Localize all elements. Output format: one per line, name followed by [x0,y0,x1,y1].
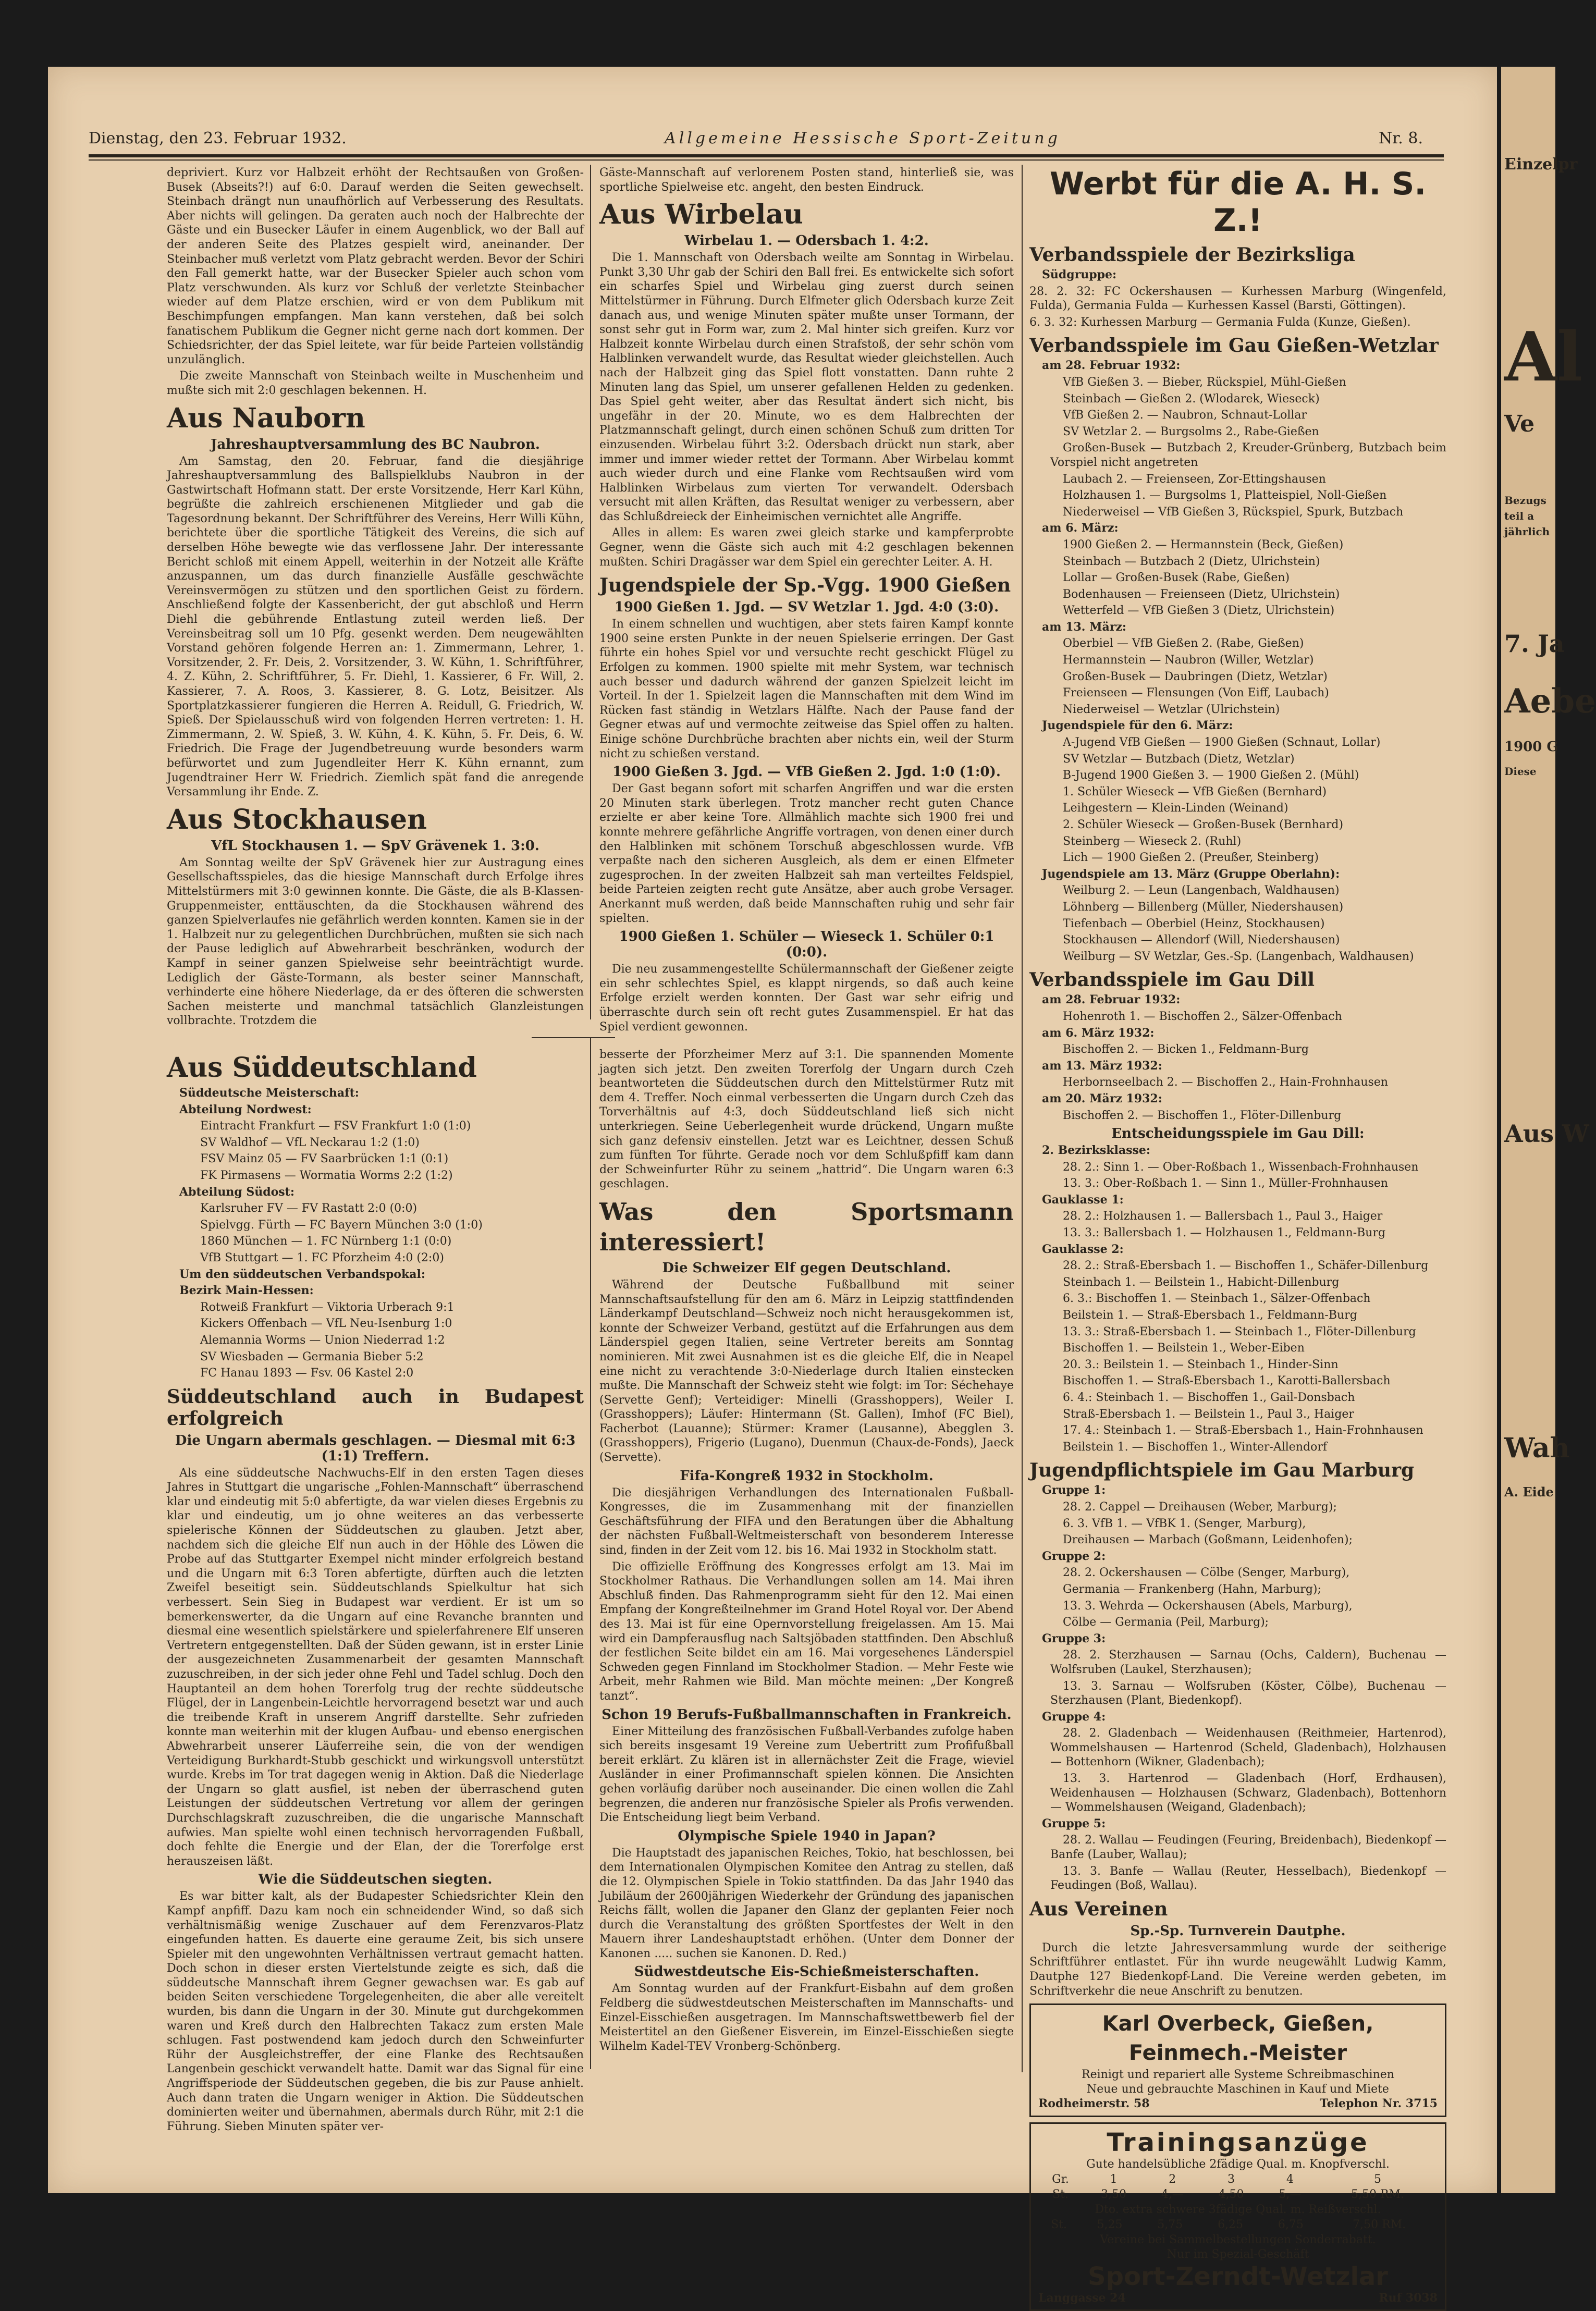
promo-banner: Werbt für die A. H. S. Z.! [1049,166,1427,239]
article-text: In einem schnellen und wuchtigen, aber stets fairen Kampf konnte 1900 seine ersten Punkte in der neuen Spielserie erringen. Der Gast führte ein hohes Spiel vor und versuchte recht geschickt Flügel zu Erfolgen zu kommen. 1900 spielte mit mehr System, war technisch auch besser und dadurch während der ganzen Spielzeit leicht im Vorteil. In der 1. Spielzeit lagen die Mannschaften mit dem Wind im Rücken fast ständig in Wetzlars Hälfte. Nach der Pause fand der Gegner etwas auf und vermochte zeitweise das Spiel offen zu halten. Einige schöne Durchbrüche brachten aber nichts ein, weil der Sturm nicht zu schießen verstand. [599,618,1014,760]
result-line: 1860 München — 1. FC Nürnberg 1:1 (0:0) [200,1235,452,1248]
column-left-top [167,166,584,1026]
price-table [1038,2172,1438,2203]
fixture-line: Steinbach — Butzbach 2 (Dietz, Ulrichstein) [1063,555,1320,568]
fixture-date: Jugendspiele für den 6. März: [1042,719,1233,733]
fixture-line: 28. 2.: Sinn 1. — Ober-Roßbach 1., Wissenbach-Frohnhausen [1063,1160,1419,1174]
article-text: Am Samstag, den 20. Februar, fand die diesjährige Jahreshauptversammlung des Ballspielklubs Naubron in der Gastwirtschaft Hofmann statt. Der erste Vorsitzende, Herr Karl Kühn, begrüßte die zahlreich erschienenen Mitglieder und gab die Tagesordnung bekannt. Der Schriftführer des Vereins, Herr Willi Kühn, berichtete über die sportliche Tätigkeit des Vereins, die sich auf derselben Höhe bewegte wie das verflossene Jahr. Der interessante Bericht schloß mit einem Appell, weiterhin in der Notzeit alle Kräfte anzuspannen, um das durch finanzielle Ausfälle geschwächte Vereinsvermögen zu stützen und den sportlichen Geist zu fördern. Anschließend folgte der Kassenbericht, der gut abschloß und Herrn Diehl die gebührende Entlastung zuteil werden ließ. Der Vereinsbeitrag soll um 10 Pfg. gesenkt werden. Dem neugewählten Vorstand gehören folgende Herren an: 1. Zimmermann, Lehrer, 1. Vorsitzender, 2. Fr. Deis, 2. Vorsitzender, 3. W. Kühn, 1. Schriftführer, 4. Z. Kühn, 2. Schriftführer, 5. Fr. Diehl, 1. Kassierer, 6 Fr. Will, 2. Kassierer, 7. A. Roos, 3. Kassierer, 8. G. Lotz, Beisitzer. Als Sportplatzkassierer fungieren die Herren A. Reidull, G. Friedrich, W. Spieß. Der Spielausschuß wird von folgenden Herren vertreten: 1. H. Zimmermann, 2. W. Spieß, 3. W. Kühn, 4. K. Kühn, 5. Fr. Deis, 6. W. Friedrich. Die Frage der Jugendbetreuung wurde besonders warm befürwortet und zum Jugendleiter Herr K. Kühn ernannt, zum Jugendtrainer Herr W. Friedrich. Ziemlich spät fand die anregende Versammlung ihr Ende. Z. [167,454,584,799]
strip-text: Aus W [1504,1120,1589,1148]
strip-text: 1900 G [1504,739,1558,755]
price-table [1038,2217,1438,2233]
fixture-line: 1. Schüler Wieseck — VfB Gießen (Bernhard) [1063,785,1327,798]
masthead [89,125,1423,151]
advertisement-training-suits [1029,2122,1446,2311]
column-left-bottom [167,1048,584,2133]
ad-address: Langgasse 24 [1038,2291,1126,2305]
article-text: Die 1. Mannschaft von Odersbach weilte am Sonntag in Wirbelau. Punkt 3,30 Uhr gab der Schiri den Ball frei. Es entwickelte sich sofort ein scharfes Spiel und Wirbelau ging zuerst durch seinen Mittelstürmer in Führung. Durch Elfmeter glich Odersbach kurze Zeit danach aus, und wenige Minuten später mußte unser Tormann, der sonst sehr gut in Form war, zum 2. Mal hinter sich greifen. Kurz vor Halbzeit konnte Wirbelau durch einen Strafstoß, der sehr schön vom Halblinken verwandelt wurde, das Resultat wieder gleichstellen. Auch nach der Halbzeit ging das Spiel flott vonstatten. Dann ruhte 2 Minuten lang das Spiel, um unserer gefallenen Helden zu gedenken. Das Spiel geht weiter, aber das Resultat ändert sich nicht, bis ungefähr in der 20. Minute, wo es dem Halbrechten der Platzmannschaft gelingt, durch einen schönen Schuß zum dritten Tor einzusenden. Wirbelau führt 3:2. Odersbach drückt nun stark, aber immer und immer wieder rettet der Tormann. Aber Wirbelau kommt auch wieder durch und eine Flanke vom Rechtsaußen wird vom Halblinken Wirbelaus zum vierten Tor verwandelt. Odersbach versucht mit allen Kräften, das Resultat weniger zu verbessern, aber das Schlußdreieck der Einheimischen vernichtet alle Angriffe. [599,251,1014,523]
price-cell: 4,50 [1218,2188,1244,2202]
result-line: FSV Mainz 05 — FV Saarbrücken 1:1 (0:1) [200,1152,449,1166]
article-subheading: Sp.-Sp. Turnverein Dautphe. [1130,1923,1346,1939]
strip-text: Diese [1504,765,1537,778]
ad-phone: Telephon Nr. 3715 [1319,2097,1438,2111]
fixture-line: Bischoffen 1. — Straß-Ebersbach 1., Karotti-Ballersbach [1063,1374,1391,1388]
ad-address: Rodheimerstr. 58 [1038,2097,1150,2111]
fixture-date: am 28. Februar 1932: [1042,993,1181,1007]
fixture-line: Bischoffen 2. — Bicken 1., Feldmann-Burg [1063,1043,1309,1056]
article-subheading: Die Ungarn abermals geschlagen. — Diesmal mit 6:3 (1:1) Treffern. [175,1432,576,1464]
fixture-line: 13. 3.: Ober-Roßbach 1. — Sinn 1., Müller-Frohnhausen [1063,1177,1389,1190]
price-cell: Gr. [1052,2172,1069,2186]
ad-text: Nur im Spezial-Geschäft [1167,2247,1309,2261]
group-label: Abteilung Südost: [179,1185,294,1199]
price-cell: 3 [1227,2172,1235,2186]
price-cell: 5,50 RM. [1351,2188,1405,2202]
article-subheading: 1900 Gießen 1. Schüler — Wieseck 1. Schüler 0:1 (0:0). [619,929,995,961]
section-heading: Aus Süddeutschland [167,1052,477,1084]
fixture-line: 28. 2. Cappel — Dreihausen (Weber, Marburg); [1063,1500,1337,1514]
paper-title: Allgemeine Hessische Sport-Zeitung [665,129,1061,147]
ad-text: Dto. extra schwere 3fädige Qual. m. Reißverschl. [1095,2203,1381,2216]
column-divider [590,165,591,1019]
fixture-line: Weilburg — SV Wetzlar, Ges.-Sp. (Langenbach, Waldhausen) [1063,950,1414,963]
section-heading: Aus Wirbelau [599,199,803,231]
fixture-line: Straß-Ebersbach 1. — Beilstein 1., Paul 3., Haiger [1063,1407,1354,1421]
ad-contact [1038,2097,1438,2111]
fixture-line: 13. 3.: Ballersbach 1. — Holzhausen 1., Feldmann-Burg [1063,1226,1386,1240]
ad-text: Vereine bei Sammelbestellungen Sonderrabatt. [1100,2233,1376,2246]
fixture-list [1029,993,1446,1123]
article-text: Während der Deutsche Fußballbund mit seiner Mannschaftsaufstellung für den am 6. März in Leipzig stattfindenden Länderkampf Deutschland—Schweiz noch nicht herausgekommen ist, konnte der Schweizer Verband, gestützt auf die Erfahrungen aus dem Länderspiel gegen Italien, seine Vertreter bereits am Sonntag nominieren. Mit zwei Ausnahmen ist es die gleiche Elf, die in Neapel eine nicht zu verachtende 3:0-Niederlage durch Italien einstecken mußte. Die Mannschaft der Schweiz steht wie folgt: im Tor: Séchehaye (Servette Genf); Verteidiger: Minelli (Grasshoppers), Weiler I. (Grasshoppers); Läufer: Hintermann (St. Gallen), Imhof (FC Biel), Facherbot (Lauanne); Stürmer: Kramer (Lausanne), Abegglen 3. (Grasshoppers), Frigerio (Lugano), Duenmun (Chaux-de-Fonds), Jaeck (Servette). [599,1278,1014,1465]
section-heading: Verbandsspiele im Gau Dill [1029,969,1315,991]
ad-phone: Ruf 3038 [1379,2291,1438,2305]
ad-contact [1038,2291,1438,2306]
article-subheading: Wirbelau 1. — Odersbach 1. 4:2. [684,233,929,249]
fixture-line: 13. 3. Sarnau — Wolfsruben (Köster, Cölbe), Buchenau — Sterzhausen (Plant, Biedenkopf). [1050,1679,1446,1707]
result-line: Karlsruher FV — FV Rastatt 2:0 (0:0) [200,1202,418,1215]
group-label: Gauklasse 2: [1042,1242,1124,1256]
article-subheading: Schon 19 Berufs-Fußballmannschaften in Frankreich. [601,1706,1012,1723]
fixture-line: VfB Gießen 3. — Bieber, Rückspiel, Mühl-Gießen [1063,375,1346,389]
fixture-list [1029,359,1446,964]
result-line: Spielvgg. Fürth — FC Bayern München 3:0 (1:0) [200,1218,483,1232]
issue-number: Nr. 8. [1379,129,1423,147]
article-text: Am Sonntag weilte der SpV Grävenek hier zur Austragung eines Gesellschaftsspieles, das die hiesige Mannschaft durch Erfolge ihres Mittelstürmers mit 3:0 gewinnen konnte. Die Gäste, die als B-Klassen-Gruppenmeister, enttäuschten, da die Stockhausen während des ganzen Spielverlaufes nie gefährlich werden konnten. Kamen sie in der 1. Halbzeit nur zu gelegentlichen Durchbrüchen, mußten sie sich nach der Pause lediglich auf Abwehrarbeit beschränken, wodurch der Kampf in seiner ganzen Spielweise sehr beeinträchtigt wurde. Lediglich der Gäste-Tormann, als bester seiner Mannschaft, verhinderte eine höhere Niederlage, da er des öfteren die schwersten Sachen meisterte und manchmal tatsächlich Glanzleistungen vollbrachte. Trotzdem die [167,856,584,1028]
fixture-line: Weilburg 2. — Leun (Langenbach, Waldhausen) [1063,884,1340,898]
fixture-line: Tiefenbach — Oberbiel (Heinz, Stockhausen) [1063,917,1325,930]
fixture-date: am 6. März 1932: [1042,1026,1155,1040]
fixture-line: Steinbach — Gießen 2. (Wlodarek, Wieseck) [1063,392,1320,405]
result-line: Eintracht Frankfurt — FSV Frankfurt 1:0 (1:0) [200,1120,471,1133]
result-line: SV Waldhof — VfL Neckarau 1:2 (1:0) [200,1136,420,1149]
article-subheading: 1900 Gießen 1. Jgd. — SV Wetzlar 1. Jgd. 4:0 (3:0). [614,599,999,616]
strip-text: A. Eide [1504,1484,1554,1499]
article-text: Der Gast begann sofort mit scharfen Angriffen und war die ersten 20 Minuten stark überlegen. Trotz mancher recht guten Chance erzielte er aber keine Tore. Allmählich machte sich 1900 frei und konnte mehrere gefährliche Angriffe vortragen, von denen einer durch den Halblinken mit schönem Torschuß abgeschlossen wurde. VfB verpaßte nach den sicheren Ausgleich, als dem er einen Elfmeter zugesprochen. In der zweiten Halbzeit sah man verteiltes Feldspiel, beide Parteien zeigten recht gute Ansätze, aber auch grobe Versager. Anerkannt muß werden, daß beide Mannschaften ruhig und sehr fair spielten. [599,782,1014,925]
fixture-line: Lich — 1900 Gießen 2. (Preußer, Steinberg) [1063,851,1319,865]
price-cell: 4 [1286,2172,1294,2186]
group-label: Abteilung Nordwest: [179,1102,312,1116]
group-label: Gauklasse 1: [1042,1193,1124,1207]
ad-headline: Karl Overbeck, Gießen, Feinmech.-Meister [1102,2012,1374,2066]
fixture-line: Oberbiel — VfB Gießen 2. (Rabe, Gießen) [1063,637,1304,650]
fixture-line: Beilstein 1. — Bischoffen 1., Winter-Allendorf [1063,1440,1327,1454]
price-cell: 5 [1374,2172,1382,2186]
column-middle-bottom [599,1048,1014,2069]
price-cell: 5,25 [1097,2218,1123,2231]
result-line: FK Pirmasens — Wormatia Worms 2:2 (1:2) [200,1169,453,1182]
section-heading: Jugendspiele der Sp.-Vgg. 1900 Gießen [599,574,1011,597]
fixture-line: 6. 3. VfB 1. — VfBK 1. (Senger, Marburg), [1063,1517,1306,1530]
fixture-line: 28. 2. Gladenbach — Weidenhausen (Reithmeier, Hartenrod), Wommelshausen — Hartenrod (Scheld, Gladenbach), Holzhausen — Bottenhorn (Wikner, Gladenbach); [1050,1727,1446,1769]
price-cell: St. [1051,2218,1067,2231]
section-heading: Jugendpflichtspiele im Gau Marburg [1029,1459,1415,1482]
fixture-line: 13. 3. Wehrda — Ockershausen (Abels, Marburg), [1063,1599,1353,1613]
group-label: Gruppe 4: [1042,1710,1106,1724]
section-heading: Aus Stockhausen [167,803,427,835]
fixture-line: Freienseen — Flensungen (Von Eiff, Laubach) [1063,686,1329,700]
fixture-line: 6. 4.: Steinbach 1. — Bischoffen 1., Gail-Donsbach [1063,1391,1355,1404]
fixture-list [1029,1259,1446,1454]
fixture-date: am 20. März 1932: [1042,1091,1162,1105]
result-line: Rotweiß Frankfurt — Viktoria Urberach 9:1 [200,1300,455,1314]
fixture-line: 28. 2. 32: FC Ockershausen — Kurhessen Marburg (Wingenfeld, Fulda), Germania Fulda — Kurhessen Kassel (Barsti, Göttingen). [1029,285,1446,313]
price-cell: 6,25 [1218,2218,1244,2231]
fixture-list [1029,1209,1446,1240]
group-label: Südgruppe: [1042,268,1117,281]
strip-text: Bezugs [1504,494,1546,507]
article-text: besserte der Pforzheimer Merz auf 3:1. Die spannenden Momente jagten sich jetzt. Den zweiten Torerfolg der Ungarn durch Czeh beantworteten die Süddeutschen durch den Mittelstürmer Rutz mit dem 4. Treffer. Noch einmal verbesserten die Ungarn durch Czeh das Torverhältnis auf 4:3, doch Süddeutschland ließ sich nicht unterkriegen. Seine Ueberlegenheit wurde drückend, Ungarn mußte sich ganz defensiv einstellen. Jetzt war es Leichtner, dessen Schuß zum fünften Tor führte. Gerade noch vor dem Schlußpfiff kam dann der Schweinfurter Rühr zu seinem „hattrid“. Die Ungarn waren 6:3 geschlagen. [599,1048,1014,1191]
article-subheading: VfL Stockhausen 1. — SpV Grävenek 1. 3:0. [211,838,539,854]
article-subheading: Olympische Spiele 1940 in Japan? [678,1828,936,1844]
article-text: Durch die letzte Jahresversammlung wurde der seitherige Schriftführer entlastet. Für ihn wurde neugewählt Ludwig Kamm, Dautphe 127 Biedenkopf-Land. Die Vereine werden gebeten, im Schriftverkehr die neue Anschrift zu benutzen. [1029,1941,1446,1998]
issue-date: Dienstag, den 23. Februar 1932. [89,129,347,147]
result-line: VfB Stuttgart — 1. FC Pforzheim 4:0 (2:0) [200,1251,444,1264]
price-cell: 5,— [1279,2188,1302,2202]
header-rule [89,154,1444,157]
price-cell: St. [1052,2188,1069,2202]
section-rule [532,1037,615,1038]
price-cell: 5,75 [1157,2218,1183,2231]
fixture-line: VfB Gießen 2. — Naubron, Schnaut-Lollar [1063,409,1307,422]
strip-text: teil a [1504,510,1534,522]
fixture-line: Leihgestern — Klein-Linden (Weinand) [1063,802,1288,815]
fixture-line: 28. 2.: Holzhausen 1. — Ballersbach 1., Paul 3., Haiger [1063,1210,1383,1223]
fixture-date: am 13. März 1932: [1042,1059,1162,1073]
article-text: Am Sonntag wurden auf der Frankfurt-Eisbahn auf dem großen Feldberg die südwestdeutschen Meisterschaften im Mannschafts- und Einzel-Eisschießen ausgetragen. Im Mannschaftswettbewerb fiel der Meistertitel an den Gießener Eisverein, im Einzel-Eisschießen siegte Wilhelm Kadel-TEV Vronberg-Schönberg. [599,1982,1014,2053]
fixture-line: 13. 3.: Straß-Ebersbach 1. — Steinbach 1., Flöter-Dillenburg [1063,1325,1416,1338]
ad-shop-name: Sport-Zerndt-Wetzlar [1088,2261,1388,2291]
strip-text: Aebe [1504,682,1596,721]
fixture-line: Laubach 2. — Freienseen, Zor-Ettingshausen [1063,472,1326,486]
fixture-line: Steinberg — Wieseck 2. (Ruhl) [1063,834,1242,848]
price-cell: 3,50 [1100,2188,1126,2202]
section-heading: Verbandsspiele der Bezirksliga [1029,244,1355,266]
price-row [1038,2217,1438,2233]
fixture-line: Hermannstein — Naubron (Willer, Wetzlar) [1063,654,1314,667]
price-row [1038,2187,1438,2203]
fixture-line: 13. 3. Banfe — Wallau (Reuter, Hesselbach), Biedenkopf — Feudingen (Boß, Wallau). [1050,1864,1446,1892]
fixture-line: Lollar — Großen-Busek (Rabe, Gießen) [1063,571,1290,585]
article-text: Die zweite Mannschaft von Steinbach weilte in Muschenheim und mußte sich mit 2:0 geschlagen bekennen. H. [167,370,584,397]
fixture-line: 28. 2.: Straß-Ebersbach 1. — Bischoffen 1., Schäfer-Dillenburg [1063,1259,1429,1273]
fixture-line: SV Wetzlar 2. — Burgsolms 2., Rabe-Gießen [1063,425,1319,438]
result-line: FC Hanau 1893 — Fsv. 06 Kastel 2:0 [200,1367,414,1380]
article-subheading: Fifa-Kongreß 1932 in Stockholm. [680,1468,934,1484]
article-text: Die Hauptstadt des japanischen Reiches, Tokio, hat beschlossen, bei dem Internationalen Olympischen Komitee den Antrag zu stellen, daß die 12. Olympischen Spiele in Tokio stattfinden. Da das Jahr 1940 das Jubiläum der 2600jährigen Wiederkehr der Gründung des japanischen Reichs fällt, wollen die Japaner den Glanz der geplanten Feier noch durch die Veranstaltung des größten Sportfestes der Welt in den Mauern ihrer Landeshauptstadt erhöhen. (Unter dem Donner der Kanonen ..... suchen sie Kanonen. D. Red.) [599,1846,1014,1960]
section-heading: Aus Nauborn [167,402,365,434]
subheading: Um den süddeutschen Verbandspokal: [179,1267,425,1281]
article-subheading: Südwestdeutsche Eis-Schießmeisterschaften. [634,1964,979,1980]
fixture-line: B-Jugend 1900 Gießen 3. — 1900 Gießen 2. (Mühl) [1063,769,1359,782]
article-text: Die neu zusammengestellte Schülermannschaft der Gießener zeigte ein sehr schlechtes Spiel, es klappt nirgends, so daß auch keine Erfolge erzielt werden konnten. Der Gast war sehr eifrig und überraschte durch sein oft recht gutes Zusammenspiel. Er hat das Spiel verdient gewonnen. [599,963,1014,1034]
price-cell: 7,50 RM. [1353,2218,1406,2231]
column-right [1029,166,1446,2305]
fixture-list [1029,1160,1446,1191]
fixture-line: Herbornseelbach 2. — Bischoffen 2., Hain-Frohnhausen [1063,1076,1389,1089]
ad-text: Neue und gebrauchte Maschinen in Kauf und Miete [1087,2083,1389,2096]
strip-text: jährlich [1504,525,1550,538]
fixture-line: Niederweisel — Wetzlar (Ulrichstein) [1063,703,1280,716]
fixture-date: am 28. Februar 1932: [1042,359,1181,373]
section-heading: Aus Vereinen [1029,1898,1168,1920]
result-line: SV Wiesbaden — Germania Bieber 5:2 [200,1350,424,1363]
fixture-line: Dreihausen — Marbach (Goßmann, Leidenhofen); [1063,1533,1353,1547]
fixture-line: 6. 3. 32: Kurhessen Marburg — Germania Fulda (Kunze, Gießen). [1029,315,1411,329]
article-text: Die offizielle Eröffnung des Kongresses erfolgt am 13. Mai im Stockholmer Rathaus. Die Verhandlungen sollen am 14. Mai ihren Abschluß finden. Das Rahmenprogramm sieht für den 12. Mai einen Empfang der Kongreßteilnehmer im Grand Hotel Royal vor. Der Abend des 13. Mai ist für eine Opernvorstellung freigelassen. Am 15. Mai wird ein Dampferausflug nach Saltsjöbaden stattfinden. Den Abschluß der festlichen Seite bildet ein am 16. Mai vorgesehenes Länderspiel Schweden gegen Finnland im Stockholmer Stadion. — Mehr Feste wie Arbeit, mehr Rahmen wie Bild. Man möchte meinen: „Der Kongreß tanzt“. [599,1560,1014,1703]
article-text: Es war bitter kalt, als der Budapester Schiedsrichter Klein den Kampf anpfiff. Dazu kam noch ein schneidender Wind, so daß sich verhältnismäßig wenige Zuschauer auf dem Ferenzvaros-Platz eingefunden hatten. Es dauerte eine geraume Zeit, bis sich unsere Spieler mit den ungewohnten Verhältnissen vertraut gemacht hatten. Doch schon in dieser ersten Viertelstunde zeigte es sich, daß die süddeutsche Mannschaft ihrem Gegner gewachsen war. Es gab auf beiden Seiten verschiedene Torgelegenheiten, die aber alle vereitelt wurden, bis dann die Ungarn in der 30. Minute gut durchgekommen waren und Kreß durch den Halbrechten Takacz zum ersten Male schlugen. Fast postwendend kam jedoch durch den Schweinfurter Rühr der Ausgleichstreffer, der eine Flanke des Rechtsaußen Langenbein geschickt verwandelt hatte. Damit war das Signal für eine Angriffsperiode der Süddeutschen gegeben, die bis zur Pause anhielt. Auch dann traten die Ungarn weniger in Aktion. Die Süddeutschen dominierten weiter und übernahmen, abermals durch Rühr, mit 2:1 die Führung. Sieben Minuten später ver- [167,1890,584,2133]
article-text: depriviert. Kurz vor Halbzeit erhöht der Rechtsaußen von Großen-Busek (Abseits?!) auf 6:0. Darauf werden die Seiten gewechselt. Steinbach drängt nun unaufhörlich auf Verbesserung des Resultats. Aber nichts will gelingen. Da geraten auch noch der Halbrechte der Gäste und ein Busecker Läufer in einem Augenblick, wo der Ball auf der anderen Seite des Platzes gespielt wird, aneinander. Der Steinbacher muß verletzt vom Platz gebracht werden. Bevor der Schiri den Fall gemerkt hatte, war der Busecker Spieler auch schon vom Platz verschwunden. Als kurz vor Schluß der verletzte Steinbacher wieder auf dem Platze erschien, wird er von dem Publikum mit Beschimpfungen empfangen. Man kann verstehen, daß bei solch fanatischem Publikum die Gegner nicht gerne nach dort kommen. Der Schiedsrichter, der das Spiel leitete, war für beide Parteien vollständig unzulänglich. [167,166,584,366]
article-text: Gäste-Mannschaft auf verlorenem Posten stand, hinterließ sie, was sportliche Spielweise etc. angeht, den besten Eindruck. [599,166,1014,194]
group-label: Gruppe 5: [1042,1816,1106,1830]
article-headline: Süddeutschland auch in Budapest erfolgreich [167,1385,584,1430]
fixture-line: 28. 2. Ockershausen — Cölbe (Senger, Marburg), [1063,1566,1350,1580]
price-cell: 1 [1110,2172,1118,2186]
column-divider [1022,165,1023,2072]
column-divider [590,1037,591,2069]
price-cell: 6,75 [1278,2218,1304,2231]
section-heading: Verbandsspiele im Gau Gießen-Wetzlar [1029,335,1439,357]
group-label: Gruppe 3: [1042,1631,1106,1645]
fixture-list [1029,1483,1446,1892]
section-heading: Was den Sportsmann interessiert! [599,1197,1014,1256]
fixture-line: 17. 4.: Steinbach 1. — Straß-Ebersbach 1., Hain-Frohnhausen [1063,1424,1423,1437]
fixture-line: Großen-Busek — Butzbach 2, Kreuder-Grünberg, Butzbach beim Vorspiel nicht angetreten [1050,441,1446,469]
fixture-date: am 6. März: [1042,521,1119,535]
group-label: Gruppe 2: [1042,1549,1106,1563]
subheading: Süddeutsche Meisterschaft: [179,1086,359,1100]
strip-text: Wah [1504,1432,1570,1464]
fixture-line: Germania — Frankenberg (Hahn, Marburg); [1063,1582,1321,1596]
fixture-line: Großen-Busek — Daubringen (Dietz, Wetzlar) [1063,670,1328,683]
article-subheading: Entscheidungsspiele im Gau Dill: [1111,1126,1365,1142]
fixture-line: 2. Schüler Wieseck — Großen-Busek (Bernhard) [1063,818,1344,831]
article-text: Einer Mitteilung des französischen Fußball-Verbandes zufolge haben sich bereits insgesamt 19 Vereine zum Uebertritt zum Profifußball bereit erklärt. Zu klären ist in allernächster Zeit die Frage, wieviel Ausländer in einer Profimannschaft spielen können. Die Ansichten gehen vorläufig darüber noch auseinander. Die einen wollen die Zahl begrenzen, die anderen nur französische Spieler als Profis verwenden. Die Entscheidung liegt beim Verband. [599,1725,1014,1825]
strip-text: Einzelpr [1504,155,1578,174]
ad-headline: Trainingsanzüge [1107,2128,1369,2157]
strip-text: Ve [1504,411,1535,437]
article-subheading: Die Schweizer Elf gegen Deutschland. [662,1260,951,1276]
fixture-line: 13. 3. Hartenrod — Gladenbach (Horf, Erdhausen), Weidenhausen — Holzhausen (Schwarz, Gladenbach), Bottenhorn — Wommelshausen (Weigand, Gladenbach); [1050,1772,1446,1814]
ad-text: Gute handelsübliche 2fädige Qual. m. Knopfverschl. [1086,2157,1390,2171]
fixture-line: Wetterfeld — VfB Gießen 3 (Dietz, Ulrichstein) [1063,604,1335,618]
fixture-line: Beilstein 1. — Straß-Ebersbach 1., Feldmann-Burg [1063,1309,1357,1322]
header-rule-thin [89,159,1444,161]
article-text: Die diesjährigen Verhandlungen des Internationalen Fußball-Kongresses, die im Zusammenhang mit der finanziellen Geschäftsführung der FIFA und den Beratungen über die Abhaltung der nächsten Fußball-Weltmeisterschaft von besonderem Interesse sind, finden in der Zeit vom 12. bis 16. Mai 1932 in Stockholm statt. [599,1486,1014,1557]
fixture-line: Stockhausen — Allendorf (Will, Niedershausen) [1063,933,1340,947]
fixture-line: Cölbe — Germania (Peil, Marburg); [1063,1616,1269,1629]
article-subheading: Jahreshauptversammlung des BC Naubron. [211,436,540,452]
fixture-line: 28. 2. Wallau — Feudingen (Feuring, Breidenbach), Biedenkopf — Banfe (Lauber, Wallau); [1050,1834,1446,1862]
price-cell: 2 [1169,2172,1176,2186]
price-cell: 4,— [1161,2188,1184,2202]
group-label: Gruppe 1: [1042,1483,1106,1497]
fixture-date: am 13. März: [1042,620,1126,634]
article-text: Als eine süddeutsche Nachwuchs-Elf in den ersten Tagen dieses Jahres in Stuttgart die ungarische „Fohlen-Mannschaft“ überraschend klar und eindeutig mit 5:0 abfertigte, da war vielen dieses Ergebnis zu klar und eindeutig, um jo ohne weiteres an das verbesserte spielerische Können der Süddeutschen zu glauben. Jetzt aber, nachdem sich die gleiche Elf nun auch in der Höhle des Löwen die Probe auf das Stuttgarter Exempel nicht minder erfolgreich bestand und die Ungarn mit 6:3 Toren abfertigte, dürften auch die letzten Zweifel beseitigt sein. Süddeutschlands Spielkultur hat sich verbessert. Sein Sieg in Budapest war verdient. Er ist um so bemerkenswerter, da die Ungarn auf eine Revanche brannten und diesmal eine wesentlich spielstärkere und spielerfahrenere Elf unseren Vertretern entgegenstellten. Daß der Süden gewann, ist in erster Linie der ausgezeichneten Zusammenarbeit der gesamten Mannschaft zuzuschreiben, in der sich jeder ohne Fehl und Tadel schlug. Doch den Hauptanteil an dem hohen Torerfolg trug der rechte süddeutsche Flügel, der in Langenbein-Leichtle hervorragend besetzt war und auch die treibende Kraft in unserem Angriff darstellte. Sehr zufrieden konnte man weiterhin mit der klugen Aufbau- und ebenso energischen Abwehrarbeit unserer Läuferreihe sein, die von der wendigen Verteidigung Burkhardt-Stubb geschickt und wirkungsvoll unterstützt wurde. Krebs im Tor trat dagegen wenig in Aktion. Daß die Niederlage der Ungarn so glatt ausfiel, ist neben der überraschend guten Leistungen der süddeutschen Vertretung vor allem der geringen Durchschlagskraft zuzuschreiben, die die ungarische Mannschaft aufwies. Man spielte wohl einen technisch hervorragenden Fußball, doch fehlte die Energie und der Elan, der die Torerfolge erst herauszeisen läßt. [167,1466,584,1868]
fixture-line: 6. 3.: Bischoffen 1. — Steinbach 1., Sälzer-Offenbach [1063,1292,1371,1306]
group-label: 2. Bezirksklasse: [1042,1144,1151,1158]
fixture-line: 28. 2. Sterzhausen — Sarnau (Ochs, Caldern), Buchenau — Wolfsruben (Laukel, Sterzhausen); [1050,1649,1446,1676]
article-text: Alles in allem: Es waren zwei gleich starke und kampferprobte Gegner, wenn die Gäste sich auch mit 4:2 geschlagen bekennen mußten. Schiri Dragässer war dem Spiel ein gerechter Leiter. A. H. [599,526,1014,569]
strip-text: 7. Ja [1504,630,1565,658]
result-line: Kickers Offenbach — VfL Neu-Isenburg 1:0 [200,1317,452,1331]
fixture-line: Steinbach 1. — Beilstein 1., Habicht-Dillenburg [1063,1275,1340,1289]
fixture-line: SV Wetzlar — Butzbach (Dietz, Wetzlar) [1063,752,1295,766]
article-subheading: Wie die Süddeutschen siegten. [258,1872,493,1888]
fixture-line: Niederweisel — VfB Gießen 3, Rückspiel, Spurk, Butzbach [1063,505,1404,519]
result-line: Alemannia Worms — Union Niederrad 1:2 [200,1333,445,1347]
strip-text: Al [1504,317,1583,397]
fixture-line: Bischoffen 2. — Bischoffen 1., Flöter-Dillenburg [1063,1109,1342,1122]
advertisement-overbeck [1029,2003,1446,2117]
fixture-line: Hohenroth 1. — Bischoffen 2., Sälzer-Offenbach [1063,1010,1342,1023]
fixture-line: Holzhausen 1. — Burgsolms 1, Platteispiel, Noll-Gießen [1063,489,1387,502]
fixture-line: Löhnberg — Billenberg (Müller, Niedershausen) [1063,900,1344,914]
fixture-line: A-Jugend VfB Gießen — 1900 Gießen (Schnaut, Lollar) [1063,736,1381,749]
article-subheading: 1900 Gießen 3. Jgd. — VfB Gießen 2. Jgd. 1:0 (1:0). [612,764,1001,780]
fixture-date: Jugendspiele am 13. März (Gruppe Oberlahn): [1042,867,1340,881]
fixture-line: Bischoffen 1. — Beilstein 1., Weber-Eiben [1063,1342,1305,1355]
fixture-line: 20. 3.: Beilstein 1. — Steinbach 1., Hinder-Sinn [1063,1358,1339,1371]
group-label: Bezirk Main-Hessen: [179,1284,314,1298]
ad-text: Reinigt und repariert alle Systeme Schreibmaschinen [1082,2068,1394,2082]
adjacent-page-strip [1501,67,1596,2193]
column-middle-top [599,166,1014,1034]
fixture-line: Bodenhausen — Freienseen (Dietz, Ulrichstein) [1063,587,1340,601]
fixture-line: 1900 Gießen 2. — Hermannstein (Beck, Gießen) [1063,538,1344,551]
price-row [1038,2172,1438,2187]
